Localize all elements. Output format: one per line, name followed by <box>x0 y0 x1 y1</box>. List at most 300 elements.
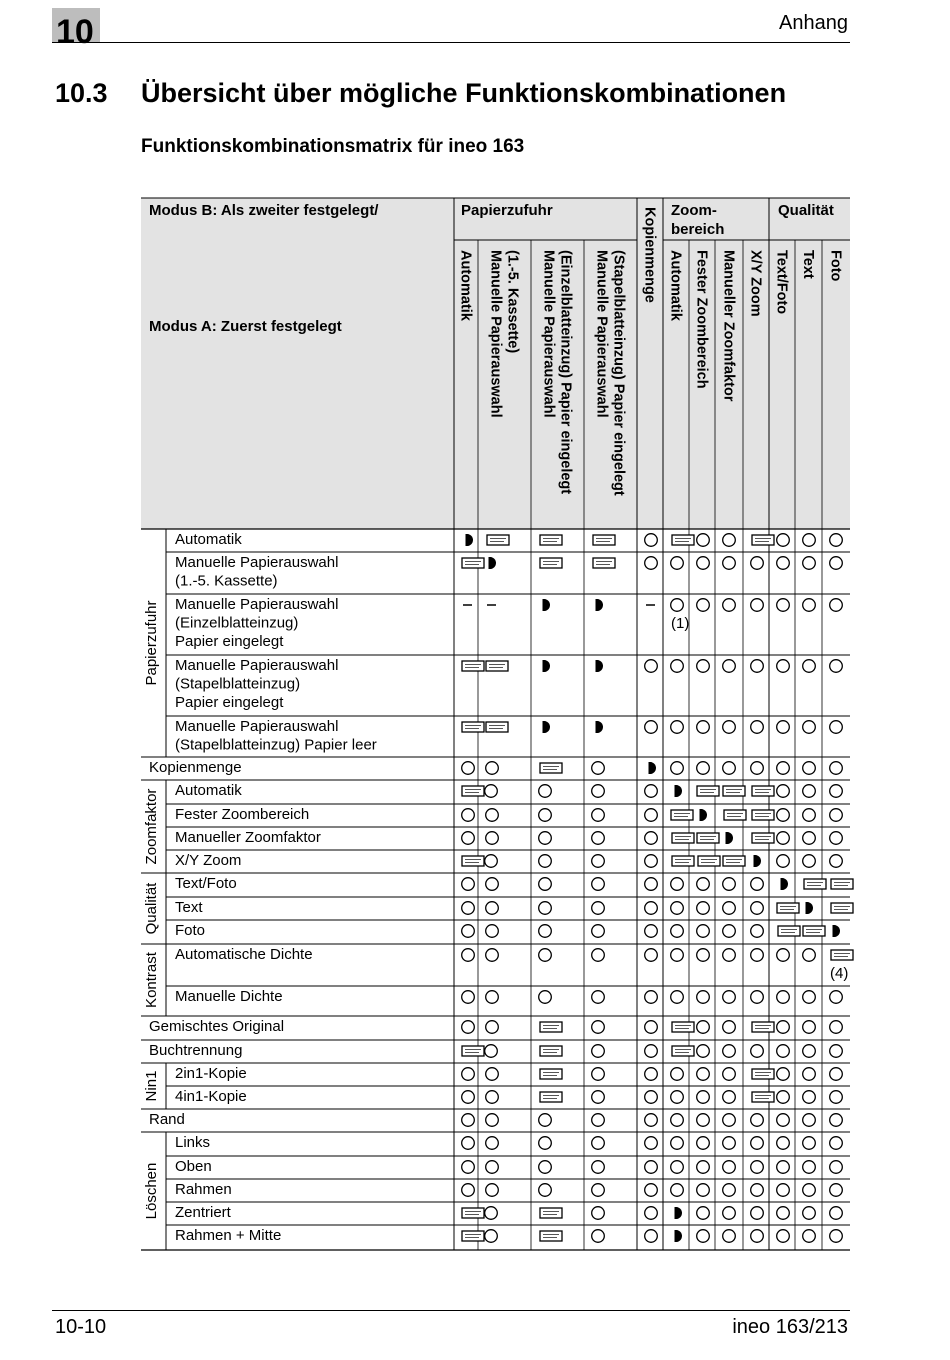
section-number: 10.3 <box>55 78 108 108</box>
symbol-circle <box>830 534 843 547</box>
symbol-circle <box>803 721 816 734</box>
symbol-circle <box>539 1114 552 1127</box>
symbol-circle <box>723 949 736 962</box>
matrix-subtitle: Funktionskombinationsmatrix für ineo 163 <box>141 136 525 157</box>
symbol-circle <box>486 878 499 891</box>
symbol-circle <box>723 925 736 938</box>
product-name: ineo 163/213 <box>732 1316 848 1338</box>
symbol-circle <box>592 762 605 775</box>
symbol-circle <box>539 949 552 962</box>
symbol-circle <box>830 1091 843 1104</box>
symbol-circle <box>486 925 499 938</box>
symbol-box <box>752 833 774 843</box>
row-label-10: Text/Foto <box>175 875 237 892</box>
symbol-circle <box>486 902 499 915</box>
symbol-circle <box>777 1137 790 1150</box>
symbol-circle <box>645 855 658 868</box>
symbol-circle <box>723 902 736 915</box>
col-header-10: Text <box>800 250 816 279</box>
row-label-14: Manuelle Dichte <box>175 988 283 1005</box>
symbol-circle <box>723 1021 736 1034</box>
symbol-circle <box>539 832 552 845</box>
symbol-circle <box>830 599 843 612</box>
page-number: 10-10 <box>55 1316 107 1338</box>
symbol-box-frame <box>697 833 719 843</box>
symbol-circle <box>697 1161 710 1174</box>
corner-label-bottom: Modus A: Zuerst festgelegt <box>149 318 342 335</box>
symbol-circle <box>592 902 605 915</box>
symbol-circle <box>751 925 764 938</box>
symbol-circle <box>751 1137 764 1150</box>
symbol-circle <box>486 1021 499 1034</box>
symbol-circle <box>751 1207 764 1220</box>
symbol-circle <box>592 1091 605 1104</box>
symbol-circle <box>830 1207 843 1220</box>
symbol-box <box>831 879 853 889</box>
symbol-circle <box>462 949 475 962</box>
symbol-circle <box>539 1184 552 1197</box>
symbol-circle <box>777 762 790 775</box>
symbol-circle <box>697 902 710 915</box>
symbol-box-frame <box>752 1069 774 1079</box>
symbol-circle <box>671 557 684 570</box>
symbol-circle <box>697 557 710 570</box>
symbol-circle <box>462 1184 475 1197</box>
row-label-2: (Einzelblatteinzug) <box>175 614 299 632</box>
symbol-circle <box>486 809 499 822</box>
symbol-circle <box>830 832 843 845</box>
symbol-circle <box>777 557 790 570</box>
col-header-9: Text/Foto <box>773 250 790 315</box>
symbol-box <box>540 535 562 545</box>
symbol-circle <box>751 762 764 775</box>
symbol-circle <box>645 1021 658 1034</box>
row-label-9: X/Y Zoom <box>175 852 242 869</box>
symbol-circle <box>485 1045 498 1058</box>
symbol-circle <box>751 1230 764 1243</box>
symbol-circle <box>803 660 816 673</box>
corner-label-top: Modus B: Als zweiter festgelegt/ <box>149 202 379 219</box>
symbol-circle <box>777 991 790 1004</box>
symbol-circle <box>803 832 816 845</box>
symbol-circle <box>751 1161 764 1174</box>
row-label-12: Foto <box>175 922 206 939</box>
symbol-circle <box>592 925 605 938</box>
symbol-box-frame <box>672 1022 694 1032</box>
symbol-box-frame <box>462 558 484 568</box>
symbol-box-frame <box>724 810 746 820</box>
symbol-circle <box>671 925 684 938</box>
symbol-box-frame <box>672 856 694 866</box>
symbol-box <box>752 810 774 820</box>
symbol-circle <box>777 1207 790 1220</box>
symbol-circle <box>830 1045 843 1058</box>
row-label-2: Manuelle Papierauswahl <box>175 596 339 613</box>
symbol-circle <box>697 878 710 891</box>
symbol-box-frame <box>593 558 615 568</box>
symbol-box <box>831 903 853 913</box>
symbol-circle <box>803 1207 816 1220</box>
symbol-circle <box>485 855 498 868</box>
symbol-circle <box>592 785 605 798</box>
row-label-24: Rahmen + Mitte <box>175 1227 282 1244</box>
symbol-circle <box>803 809 816 822</box>
symbol-circle <box>751 599 764 612</box>
symbol-box-frame <box>723 856 745 866</box>
symbol-box <box>462 1046 484 1056</box>
row-label-3: Papier eingelegt <box>175 694 284 711</box>
symbol-box-frame <box>752 1022 774 1032</box>
symbol-circle <box>645 949 658 962</box>
symbol-circle <box>462 832 475 845</box>
symbol-circle <box>462 1068 475 1081</box>
symbol-circle <box>645 991 658 1004</box>
symbol-box-frame <box>540 1092 562 1102</box>
symbol-circle <box>645 925 658 938</box>
symbol-circle <box>697 1184 710 1197</box>
symbol-circle <box>485 1207 498 1220</box>
row-label-3: Manuelle Papierauswahl <box>175 657 339 674</box>
col-header-3: (Stapelblatteinzug) Papier eingelegt <box>610 250 627 496</box>
row-label-23: Zentriert <box>175 1204 231 1221</box>
symbol-circle <box>697 534 710 547</box>
symbol-circle <box>462 809 475 822</box>
col-group-zoom-2: bereich <box>671 221 725 238</box>
symbol-circle <box>697 721 710 734</box>
symbol-circle <box>830 1230 843 1243</box>
symbol-box-frame <box>540 763 562 773</box>
symbol-circle <box>485 785 498 798</box>
symbol-circle <box>777 1045 790 1058</box>
symbol-box-frame <box>593 535 615 545</box>
symbol-circle <box>462 991 475 1004</box>
symbol-box-frame <box>831 950 853 960</box>
col-header-1: Manuelle Papierauswahl <box>487 250 504 418</box>
symbol-box-frame <box>804 879 826 889</box>
symbol-box <box>698 856 720 866</box>
symbol-box <box>752 1069 774 1079</box>
symbol-circle <box>777 1021 790 1034</box>
symbol-circle <box>697 949 710 962</box>
row-label-13: Automatische Dichte <box>175 946 313 963</box>
symbol-box <box>723 786 745 796</box>
symbol-box <box>540 1231 562 1241</box>
symbol-box <box>462 558 484 568</box>
symbol-circle <box>645 1068 658 1081</box>
symbol-circle <box>830 1184 843 1197</box>
symbol-circle <box>723 1230 736 1243</box>
footnote-4: (4) <box>830 965 849 982</box>
row-label-0: Automatik <box>175 531 242 548</box>
symbol-circle <box>645 902 658 915</box>
symbol-circle <box>645 721 658 734</box>
symbol-circle <box>486 762 499 775</box>
symbol-circle <box>671 721 684 734</box>
symbol-box <box>487 535 509 545</box>
symbol-circle <box>723 721 736 734</box>
col-header-6: Fester Zoombereich <box>693 250 710 389</box>
symbol-circle <box>830 991 843 1004</box>
symbol-box <box>672 856 694 866</box>
symbol-circle <box>645 1161 658 1174</box>
symbol-circle <box>539 925 552 938</box>
symbol-circle <box>592 1068 605 1081</box>
symbol-circle <box>592 1184 605 1197</box>
col-group-zoom: Zoom- <box>671 202 717 219</box>
symbol-circle <box>697 762 710 775</box>
symbol-circle <box>592 991 605 1004</box>
symbol-circle <box>645 809 658 822</box>
symbol-circle <box>803 855 816 868</box>
page-title: Übersicht über mögliche Funktionskombinationen <box>141 78 787 108</box>
row-label-16: Buchtrennung <box>149 1042 243 1059</box>
symbol-box <box>671 810 693 820</box>
symbol-circle <box>671 599 684 612</box>
symbol-circle <box>539 902 552 915</box>
row-label-6: Automatik <box>175 782 242 799</box>
symbol-box <box>486 661 508 671</box>
symbol-box <box>540 1208 562 1218</box>
row-label-2: Papier eingelegt <box>175 633 284 650</box>
symbol-box-frame <box>671 810 693 820</box>
symbol-circle <box>462 878 475 891</box>
symbol-circle <box>486 1068 499 1081</box>
symbol-box-frame <box>486 722 508 732</box>
row-label-18: 4in1-Kopie <box>175 1088 247 1105</box>
symbol-circle <box>777 1091 790 1104</box>
symbol-box <box>752 786 774 796</box>
symbol-circle <box>697 660 710 673</box>
symbol-circle <box>539 785 552 798</box>
symbol-circle <box>697 1045 710 1058</box>
symbol-circle <box>592 1207 605 1220</box>
symbol-circle <box>803 1091 816 1104</box>
symbol-circle <box>751 991 764 1004</box>
symbol-circle <box>592 1114 605 1127</box>
symbol-box <box>593 558 615 568</box>
symbol-box-frame <box>487 535 509 545</box>
symbol-circle <box>751 557 764 570</box>
row-group-label: Kontrast <box>143 952 160 1008</box>
symbol-circle <box>830 1114 843 1127</box>
symbol-circle <box>645 878 658 891</box>
symbol-box-frame <box>462 722 484 732</box>
row-label-4: Manuelle Papierauswahl <box>175 718 339 735</box>
symbol-circle <box>592 949 605 962</box>
symbol-circle <box>462 1114 475 1127</box>
symbol-box <box>752 1022 774 1032</box>
symbol-circle <box>645 557 658 570</box>
row-label-22: Rahmen <box>175 1181 232 1198</box>
symbol-circle <box>777 599 790 612</box>
symbol-circle <box>751 1045 764 1058</box>
symbol-circle <box>592 1230 605 1243</box>
symbol-circle <box>697 1091 710 1104</box>
row-label-1: Manuelle Papierauswahl <box>175 554 339 571</box>
symbol-box-frame <box>723 786 745 796</box>
symbol-circle <box>723 1068 736 1081</box>
symbol-box-frame <box>462 1208 484 1218</box>
row-label-19: Rand <box>149 1111 185 1128</box>
symbol-circle <box>723 1114 736 1127</box>
symbol-circle <box>830 855 843 868</box>
symbol-box <box>803 926 825 936</box>
symbol-circle <box>803 1184 816 1197</box>
row-group-label: Qualität <box>143 882 160 935</box>
section-name: Anhang <box>779 12 848 34</box>
symbol-circle <box>645 832 658 845</box>
symbol-circle <box>803 1230 816 1243</box>
symbol-circle <box>830 1137 843 1150</box>
row-label-8: Manueller Zoomfaktor <box>175 829 321 846</box>
symbol-box-frame <box>752 535 774 545</box>
symbol-circle <box>592 878 605 891</box>
symbol-circle <box>697 1207 710 1220</box>
symbol-circle <box>803 1068 816 1081</box>
symbol-circle <box>723 991 736 1004</box>
symbol-box-frame <box>672 1046 694 1056</box>
row-label-7: Fester Zoombereich <box>175 806 310 823</box>
symbol-circle <box>462 902 475 915</box>
symbol-circle <box>486 1184 499 1197</box>
footnote-1: (1) <box>671 615 690 632</box>
col-header-3: Manuelle Papierauswahl <box>593 250 610 418</box>
symbol-box-frame <box>831 879 853 889</box>
symbol-box-frame <box>462 856 484 866</box>
symbol-circle <box>777 1068 790 1081</box>
symbol-circle <box>830 762 843 775</box>
symbol-box-frame <box>752 786 774 796</box>
symbol-box <box>593 535 615 545</box>
symbol-circle <box>462 762 475 775</box>
col-header-4: Kopienmenge <box>641 207 658 303</box>
symbol-circle <box>723 557 736 570</box>
symbol-circle <box>486 1114 499 1127</box>
symbol-circle <box>723 599 736 612</box>
col-header-11: Foto <box>827 250 844 282</box>
col-header-5: Automatik <box>667 250 684 321</box>
symbol-box-frame <box>540 1231 562 1241</box>
symbol-circle <box>777 660 790 673</box>
symbol-box-frame <box>540 558 562 568</box>
symbol-circle <box>803 1161 816 1174</box>
symbol-box <box>540 763 562 773</box>
symbol-box-frame <box>672 833 694 843</box>
symbol-circle <box>723 762 736 775</box>
col-header-0: Automatik <box>457 250 474 321</box>
symbol-circle <box>723 1184 736 1197</box>
symbol-circle <box>803 1045 816 1058</box>
symbol-box <box>777 903 799 913</box>
symbol-circle <box>539 1161 552 1174</box>
symbol-circle <box>830 809 843 822</box>
symbol-circle <box>723 1045 736 1058</box>
symbol-box-frame <box>831 903 853 913</box>
symbol-circle <box>830 1068 843 1081</box>
symbol-circle <box>803 1021 816 1034</box>
symbol-box-frame <box>486 661 508 671</box>
row-label-15: Gemischtes Original <box>149 1018 285 1035</box>
symbol-circle <box>777 949 790 962</box>
col-header-2: Manuelle Papierauswahl <box>540 250 557 418</box>
symbol-circle <box>671 1114 684 1127</box>
row-group-label: Zoomfaktor <box>143 788 160 865</box>
symbol-circle <box>777 832 790 845</box>
symbol-box <box>804 879 826 889</box>
symbol-box <box>462 786 484 796</box>
col-group-papierzufuhr: Papierzufuhr <box>461 202 553 219</box>
symbol-circle <box>751 660 764 673</box>
symbol-circle <box>539 855 552 868</box>
symbol-circle <box>777 1161 790 1174</box>
symbol-circle <box>723 660 736 673</box>
symbol-box <box>672 1022 694 1032</box>
symbol-circle <box>671 878 684 891</box>
col-header-8: X/Y Zoom <box>747 250 764 317</box>
symbol-circle <box>723 1161 736 1174</box>
symbol-box-frame <box>803 926 825 936</box>
symbol-circle <box>645 1230 658 1243</box>
symbol-circle <box>645 534 658 547</box>
symbol-box-frame <box>462 786 484 796</box>
symbol-circle <box>486 949 499 962</box>
symbol-circle <box>697 991 710 1004</box>
row-label-4: (Stapelblatteinzug) Papier leer <box>175 736 377 754</box>
symbol-box <box>752 1092 774 1102</box>
symbol-box-frame <box>752 833 774 843</box>
symbol-circle <box>803 949 816 962</box>
symbol-box-frame <box>752 810 774 820</box>
symbol-box <box>462 661 484 671</box>
symbol-box <box>697 786 719 796</box>
symbol-circle <box>830 557 843 570</box>
symbol-circle <box>645 1137 658 1150</box>
symbol-box-frame <box>698 856 720 866</box>
symbol-box-frame <box>462 1231 484 1241</box>
symbol-circle <box>671 1184 684 1197</box>
symbol-circle <box>671 1091 684 1104</box>
symbol-circle <box>803 1137 816 1150</box>
symbol-circle <box>539 809 552 822</box>
symbol-circle <box>645 1114 658 1127</box>
symbol-circle <box>462 1161 475 1174</box>
symbol-circle <box>830 660 843 673</box>
symbol-circle <box>803 785 816 798</box>
symbol-circle <box>645 785 658 798</box>
symbol-box-frame <box>540 1046 562 1056</box>
symbol-box <box>462 856 484 866</box>
row-label-1: (1.-5. Kassette) <box>175 572 278 590</box>
symbol-box-frame <box>462 1046 484 1056</box>
symbol-circle <box>777 785 790 798</box>
symbol-box <box>540 1069 562 1079</box>
symbol-circle <box>777 809 790 822</box>
symbol-circle <box>539 878 552 891</box>
symbol-box <box>462 1231 484 1241</box>
symbol-circle <box>697 1137 710 1150</box>
symbol-circle <box>486 832 499 845</box>
col-header-1: (1.-5. Kassette) <box>504 250 521 354</box>
row-label-17: 2in1-Kopie <box>175 1065 247 1082</box>
symbol-box-frame <box>672 535 694 545</box>
symbol-box-frame <box>540 1022 562 1032</box>
symbol-box <box>462 1208 484 1218</box>
symbol-box-frame <box>752 1092 774 1102</box>
symbol-circle <box>830 1021 843 1034</box>
symbol-circle <box>486 1137 499 1150</box>
col-header-2: (Einzelblatteinzug) Papier eingelegt <box>557 250 574 495</box>
symbol-circle <box>803 1114 816 1127</box>
